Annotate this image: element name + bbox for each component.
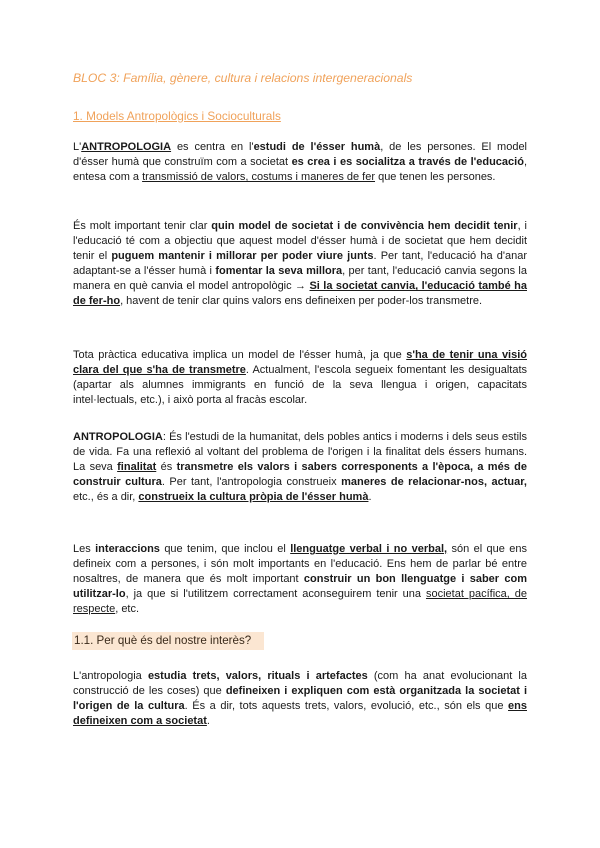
p3-text-3: . Actualment, l'escola segueix fomentant les desigualtats (apartar als alumnes immigrants en funció de la seva llengua i origen, capacitats intel·lectuals, etc.), i això porta al fracàs escolar. bbox=[73, 364, 528, 407]
p2-text-9: , havent de tenir clar quins valors ens defineixen per poder-los transmetre. bbox=[120, 295, 483, 308]
p6-bold-1: estudia trets, valors, rituals i artefactes bbox=[147, 670, 368, 682]
subsection-title: 1.1. Per què és del nostre interès? bbox=[72, 632, 264, 650]
paragraph-5 bbox=[73, 542, 527, 617]
p5-text-5: són el que ens defineix com a persones, i són molt importants en l'educació. Ens hem de parlar bé entre nosaltres, de manera que és molt important bbox=[73, 543, 527, 586]
p5-text-9: , etc. bbox=[115, 603, 140, 616]
p1-keyword-antropologia: ANTROPOLOGIA bbox=[81, 141, 172, 153]
p1-text-1: L' bbox=[73, 141, 82, 153]
paragraph-4 bbox=[73, 430, 527, 505]
p6-text-3: (com ha anat evolucionant la construcció de les coses) que bbox=[73, 670, 527, 698]
p4-text-2: : És l'estudi de la humanitat, dels pobles antics i moderns i dels seus estils de vida. Fa una reflexió al voltant del problema de l'origen i la finalitat dels éssers humans. La seva bbox=[73, 431, 527, 474]
p6-text-1: L'antropologia bbox=[73, 670, 148, 682]
p5-underline-1: societat pacífica, de respecte bbox=[73, 588, 527, 616]
p4-bold-underline-1: construeix la cultura pròpia de l'ésser humà bbox=[138, 491, 369, 504]
p2-text-1: És molt important tenir clar bbox=[73, 220, 212, 232]
p4-text-10: . bbox=[368, 491, 372, 504]
p4-bold-1: transmetre els valors i sabers corresponents a l'època, a més de construir cultura bbox=[73, 461, 527, 489]
p6-bold-2: defineixen i expliquen com està organitzada la societat i l'origen de la cultura bbox=[73, 685, 528, 713]
p5-bold-underline-1: llenguatge verbal i no verbal, bbox=[290, 543, 448, 555]
p3-bold-underline-1: s'ha de tenir una visió clara del que s'ha de transmetre bbox=[73, 349, 528, 377]
p2-bold-underline-1: Si la societat canvia, l'educació també ha de fer-ho bbox=[73, 280, 527, 308]
p1-text-3: es centra en l' bbox=[171, 141, 254, 153]
p2-bold-2: puguem mantenir i millorar per poder viure junts bbox=[111, 250, 374, 263]
p5-bold-1: interaccions bbox=[95, 543, 160, 555]
p5-text-1: Les bbox=[73, 543, 96, 555]
p6-bold-underline-1: ens defineixen com a societat bbox=[73, 700, 527, 728]
p2-text-5: . Per tant, l'educació ha d'anar adaptant-se a l'ésser humà i bbox=[73, 250, 527, 278]
paragraph-3 bbox=[73, 348, 527, 408]
p2-bold-3: fomentar la seva millora bbox=[215, 265, 343, 278]
p5-text-3: que tenim, que inclou el bbox=[159, 543, 291, 555]
p1-bold-2: es crea i es socialitza a través de l'educació bbox=[291, 156, 524, 169]
p4-bold-2: maneres de relacionar-nos, actuar, bbox=[341, 476, 527, 489]
p2-text-3: , i l'educació té com a objectiu que aquest model d'ésser humà i de societat que hem decidit tenir el bbox=[73, 220, 528, 263]
p4-finalitat: finalitat bbox=[117, 461, 157, 474]
paragraph-6 bbox=[73, 669, 527, 729]
p3-text-1: Tota pràctica educativa implica un model de l'ésser humà, ja que bbox=[73, 349, 407, 361]
p4-text-4: és bbox=[156, 461, 177, 474]
p1-text-7: , entesa com a bbox=[73, 156, 527, 184]
p1-text-9: que tenen les persones. bbox=[375, 171, 496, 184]
p4-text-6: . Per tant, l'antropologia construeix bbox=[161, 476, 342, 489]
p5-bold-2: construir un bon llenguatge i saber com utilitzar-lo bbox=[73, 573, 527, 601]
section-title: 1. Models Antropològics i Socioculturals bbox=[73, 109, 281, 123]
p1-underline-1: transmissió de valors, costums i maneres de fer bbox=[142, 171, 376, 184]
paragraph-1 bbox=[73, 140, 527, 185]
p1-text-5: , de les persones. El model d'ésser humà que construïm com a societat bbox=[73, 141, 527, 169]
p4-text-8: etc., és a dir, bbox=[73, 491, 139, 504]
p5-text-7: , ja que si l'utilitzem correctament aconseguirem tenir una bbox=[125, 588, 426, 601]
p6-text-7: . bbox=[206, 715, 210, 728]
p4-keyword-antropologia: ANTROPOLOGIA bbox=[73, 431, 163, 443]
p2-text-7: , per tant, l'educació canvia segons la manera en què canvia el model antropològic → bbox=[73, 265, 527, 293]
p1-bold-1: estudi de l'ésser humà bbox=[253, 141, 381, 153]
paragraph-2 bbox=[73, 219, 527, 310]
p2-bold-1: quin model de societat i de convivència hem decidit tenir bbox=[211, 220, 518, 232]
p6-text-5: . És a dir, tots aquests trets, valors, evolució, etc., són els que bbox=[184, 700, 509, 713]
bloc-title: BLOC 3: Família, gènere, cultura i relacions intergeneracionals bbox=[73, 71, 413, 85]
